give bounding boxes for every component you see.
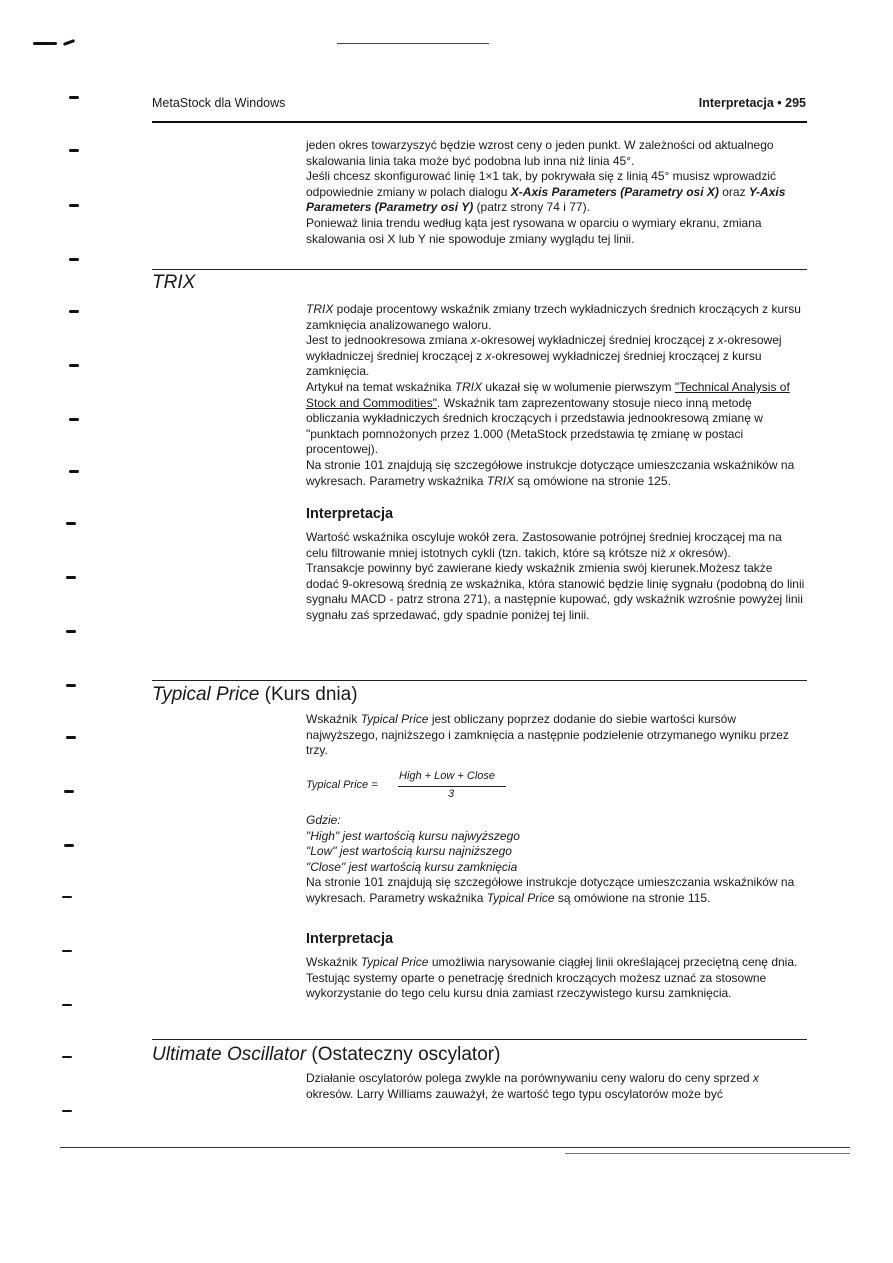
formula-lhs: Typical Price =: [306, 779, 378, 791]
trix-text: [306, 302, 806, 489]
scan-mark: [64, 790, 74, 793]
text: . Wskaźnik tam zaprezentowany stosuje nieco inną metodę obliczania wykładniczych średnich kroczących i przedstawia jednookresową zmianę w "punktach pomnożonych przez 1.000 (MetaStock przedstawia tę zmianę w postaci procentowej).: [306, 395, 763, 457]
section-rule: [152, 269, 807, 270]
term: Typical Price: [360, 712, 429, 726]
text: oraz: [718, 184, 749, 199]
definition-low: "Low" jest wartością kursu najniższego: [306, 844, 512, 859]
paragraph: Transakcje powinny być zawierane kiedy wskaźnik zmienia swój kierunek.Możesz także dodać 9-okresową średnią ze wskaźnika, która stanowić będzie linię sygnału (podobną do linii sygnału MACD - patrz strona 271), a następnie kupować, gdy wskaźnik wzrośnie powyżej linii sygnału zaś sprzedawać, gdy spadnie poniżej tej linii.: [306, 561, 805, 622]
paragraph: [306, 333, 806, 380]
subheading-interpretacja: Interpretacja: [306, 506, 394, 522]
scan-mark: [62, 1110, 72, 1112]
header-rule: [152, 121, 807, 123]
scan-mark: [69, 310, 79, 313]
term: x: [669, 545, 676, 560]
scan-mark: [69, 204, 79, 207]
fraction-bar: [398, 786, 506, 787]
paragraph: [306, 302, 806, 333]
paragraph: Ponieważ linia trendu według kąta jest rysowana w oparciu o wymiary ekranu, zmiana skalowania osi X lub Y nie spowoduje zmiany wyglądu tej linii.: [306, 215, 762, 246]
section-rule: [152, 1039, 807, 1040]
term: x: [470, 333, 477, 348]
term: Typical Price: [360, 955, 429, 969]
formula-denominator: 3: [448, 788, 455, 800]
running-head: [152, 96, 806, 116]
text: Jeśli chcesz skonfigurować linię 1×1 tak, by pokrywała się z linią 45° musisz wprowadzić odpowiednie zmiany w polach dialogu: [306, 169, 776, 199]
paragraph: [306, 955, 806, 1002]
text: Wartość wskaźnika oscyluje wokół zera. Zastosowanie potrójnej średniej kroczącej ma na celu filtrowanie mniej istotnych cykli (tzn. takich, które są krótsze niż: [306, 530, 782, 560]
term: TRIX: [306, 302, 334, 316]
paragraph: [306, 1071, 806, 1102]
scan-mark: [33, 42, 57, 45]
scan-mark: [64, 844, 74, 847]
formula-numerator: High + Low + Close: [399, 770, 495, 782]
text: Artykuł na temat wskaźnika: [306, 379, 455, 394]
where-label: Gdzie:: [306, 813, 341, 827]
running-head-page-number: Interpretacja • 295: [698, 96, 806, 110]
publication-title: "Technical Analysis of Stock and Commodities": [306, 379, 790, 410]
title-term: Ultimate Oscillator: [152, 1044, 307, 1065]
dialog-name: X-Axis Parameters (Parametry osi X): [510, 184, 719, 199]
term: x: [752, 1071, 759, 1085]
running-head-title: MetaStock dla Windows: [152, 96, 286, 110]
paragraph: [306, 169, 806, 216]
bottom-rule: [565, 1153, 850, 1154]
subheading-interpretacja: Interpretacja: [306, 931, 394, 947]
text: (patrz strony 74 i 77).: [473, 200, 590, 215]
scan-mark: [62, 1056, 72, 1058]
scan-mark: [66, 522, 76, 525]
text: umożliwia narysowanie ciągłej linii określającej przeciętną cenę dnia. Testując systemy oparte o penetrację średnich kroczących możesz uznać za stosowne wykorzystanie do tego celu kursu dnia zamiast rzeczywistego kursu zamknięcia.: [306, 955, 798, 1001]
text: Jest to jednookresowa zmiana: [306, 333, 471, 348]
term: Typical Price: [486, 890, 555, 905]
scan-mark: [69, 470, 79, 473]
term: TRIX: [486, 473, 515, 488]
scan-mark: [62, 1004, 72, 1006]
scan-mark: [66, 684, 76, 687]
text: Wskaźnik: [306, 955, 361, 969]
text: są omówione na stronie 115.: [554, 890, 711, 905]
text: -okresowej wykładniczej średniej kroczącej z: [306, 333, 782, 363]
paragraph: [306, 380, 806, 458]
paragraph: [306, 712, 806, 759]
scan-mark: [69, 364, 79, 367]
typical-price-formula: [306, 770, 526, 804]
typical-interpretation-text: [306, 955, 806, 1002]
scan-mark: [62, 896, 72, 898]
term: x: [717, 333, 724, 348]
paragraph: [306, 875, 806, 906]
definition-close: "Close" jest wartością kursu zamknięcia: [306, 859, 518, 874]
section-title-ultimate-oscillator: [152, 1044, 500, 1066]
scan-mark: [63, 39, 75, 46]
text: są omówione na stronie 125.: [514, 473, 671, 488]
text: -okresowej wykładniczej średniej kroczącej z: [476, 333, 718, 348]
trix-interpretation-text: [306, 530, 806, 624]
top-rule: [337, 43, 489, 44]
typical-definitions: [306, 813, 806, 907]
text: okresów. Larry Williams zauważył, że wartość tego typu oscylatorów może być: [306, 1086, 723, 1101]
text: jest obliczany poprzez dodanie do siebie wartości kursów najwyższego, najniższego i zamknięcia a następnie podzielenie otrzymanego wyniku przez trzy.: [306, 712, 789, 758]
dialog-name: Y-Axis Parameters (Parametry osi Y): [306, 184, 786, 215]
intro-text: [306, 138, 806, 247]
paragraph: [306, 458, 806, 489]
term: x: [485, 348, 492, 363]
typical-text: [306, 712, 806, 759]
paragraph: [306, 530, 806, 561]
paragraph: jeden okres towarzyszyć będzie wzrost ceny o jeden punkt. W zależności od aktualnego skalowania linia taka może być podobna lub inna niż linia 45°.: [306, 138, 774, 168]
text: podaje procentowy wskaźnik zmiany trzech wykładniczych średnich kroczących z kursu zamknięcia analizowanego waloru.: [306, 302, 801, 332]
text: ukazał się w wolumenie pierwszym: [482, 379, 675, 394]
scan-mark: [66, 736, 76, 739]
text: Działanie oscylatorów polega zwykle na porównywaniu ceny waloru do ceny sprzed: [306, 1071, 753, 1085]
scan-mark: [66, 576, 76, 579]
text: Wskaźnik: [306, 712, 361, 726]
title-text: (Kurs dnia): [259, 684, 358, 705]
text: Na stronie 101 znajdują się szczegółowe instrukcje dotyczące umieszczania wskaźników na wykresach. Parametry wskaźnika: [306, 875, 795, 905]
scan-mark: [66, 630, 76, 633]
text: -okresowej wykładniczej średniej kroczącej z kursu zamknięcia.: [306, 348, 762, 379]
text: okresów).: [675, 545, 731, 560]
section-title-typical-price: [152, 684, 358, 706]
title-text: (Ostateczny oscylator): [306, 1044, 501, 1065]
definition-high: "High" jest wartością kursu najwyższego: [306, 828, 520, 843]
ultimate-text: [306, 1071, 806, 1102]
scan-mark: [69, 258, 79, 261]
term: TRIX: [454, 379, 483, 394]
section-title-trix: TRIX: [152, 272, 196, 293]
text: Na stronie 101 znajdują się szczegółowe instrukcje dotyczące umieszczania wskaźników na wykresach. Parametry wskaźnika: [306, 457, 795, 488]
scan-mark: [69, 149, 79, 152]
title-term: Typical Price: [152, 684, 260, 705]
scan-mark: [62, 950, 72, 952]
section-rule: [152, 680, 807, 681]
scan-mark: [69, 418, 79, 421]
bottom-rule: [60, 1147, 850, 1148]
scan-mark: [69, 96, 79, 99]
